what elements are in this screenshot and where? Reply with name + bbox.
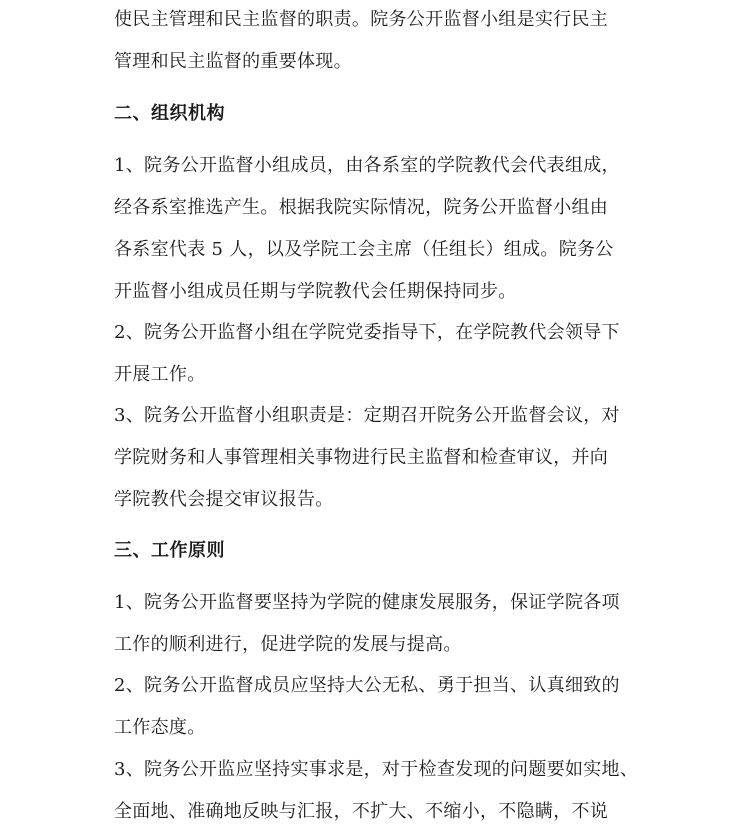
section2-line-9: 学院教代会提交审议报告。: [114, 489, 334, 510]
section2-line-2: 经各系室推选产生。根据我院实际情况，院务公开监督小组由: [114, 197, 609, 218]
section2-line-8: 学院财务和人事管理相关事物进行民主监督和检查审议，并向: [114, 447, 609, 468]
section3-line-1: 1、院务公开监督要坚持为学院的健康发展服务，保证学院各项: [114, 592, 620, 613]
section2-line-7: 3、院务公开监督小组职责是：定期召开院务公开监督会议，对: [114, 405, 620, 426]
section2-line-3: 各系室代表 5 人，以及学院工会主席（任组长）组成。院务公: [114, 239, 614, 260]
section2-line-4: 开监督小组成员任期与学院教代会任期保持同步。: [114, 281, 517, 302]
section2-line-1: 1、院务公开监督小组成员，由各系室的学院教代会代表组成，: [114, 155, 620, 176]
intro-line-1: 使民主管理和民主监督的职责。院务公开监督小组是实行民主: [114, 9, 609, 30]
section-heading-principles: 三、工作原则: [114, 540, 225, 561]
section3-line-6: 全面地、准确地反映与汇报，不扩大、不缩小，不隐瞒，不说: [114, 801, 609, 822]
section3-line-4: 工作态度。: [114, 717, 206, 738]
section3-line-2: 工作的顺利进行，促进学院的发展与提高。: [114, 634, 462, 655]
section3-line-5: 3、院务公开监应坚持实事求是，对于检查发现的问题要如实地、: [114, 759, 639, 780]
section3-line-3: 2、院务公开监督成员应坚持大公无私、勇于担当、认真细致的: [114, 675, 620, 696]
section2-line-6: 开展工作。: [114, 364, 206, 385]
section2-line-5: 2、院务公开监督小组在学院党委指导下，在学院教代会领导下: [114, 322, 620, 343]
intro-line-2: 管理和民主监督的重要体现。: [114, 51, 352, 72]
section-heading-organization: 二、组织机构: [114, 103, 225, 124]
